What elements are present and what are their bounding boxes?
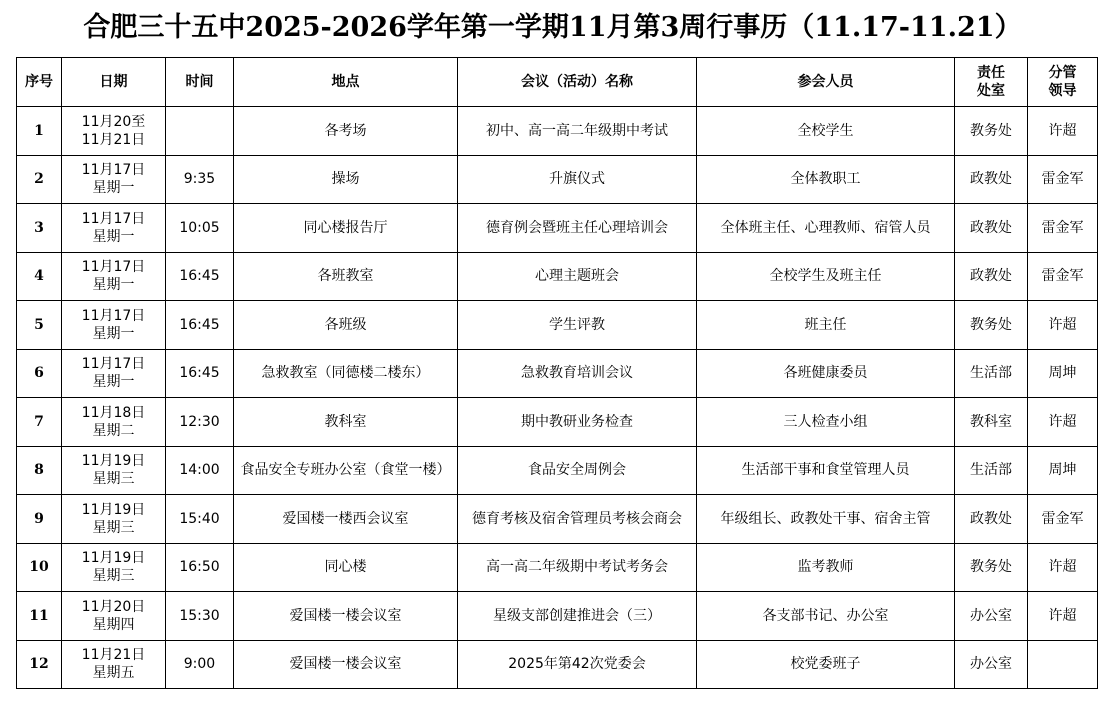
- cell-time: 12:30: [166, 398, 234, 447]
- header-leader: [1028, 58, 1098, 107]
- cell-time: 15:40: [166, 495, 234, 544]
- cell-time: [166, 107, 234, 156]
- cell-date: [62, 155, 166, 204]
- cell-time: 16:50: [166, 543, 234, 592]
- cell-seq: 6: [17, 349, 62, 398]
- cell-place: 各考场: [234, 107, 458, 156]
- cell-dept: 教务处: [955, 107, 1028, 156]
- table-row: [17, 398, 1098, 447]
- cell-dept: 政教处: [955, 252, 1028, 301]
- cell-date-line1: 11月20至: [81, 113, 146, 130]
- cell-seq: 7: [17, 398, 62, 447]
- cell-event: 星级支部创建推进会（三）: [458, 592, 697, 641]
- cell-leader: 周坤: [1028, 446, 1098, 495]
- table-row: [17, 204, 1098, 253]
- cell-dept: 办公室: [955, 592, 1028, 641]
- cell-date-line1: 11月17日: [81, 307, 146, 324]
- cell-dept: 教务处: [955, 301, 1028, 350]
- header-attendees: 参会人员: [697, 58, 955, 107]
- cell-time: 9:35: [166, 155, 234, 204]
- cell-date-line1: 11月19日: [81, 453, 146, 470]
- table-row: [17, 349, 1098, 398]
- cell-event: 心理主题班会: [458, 252, 697, 301]
- cell-seq: 11: [17, 592, 62, 641]
- cell-date-line1: 11月17日: [81, 356, 146, 373]
- cell-date-line1: 11月20日: [81, 598, 146, 615]
- cell-leader: 许超: [1028, 543, 1098, 592]
- cell-event: 食品安全周例会: [458, 446, 697, 495]
- cell-time: 16:45: [166, 252, 234, 301]
- cell-dept: 教务处: [955, 543, 1028, 592]
- cell-attendees: 各支部书记、办公室: [697, 592, 955, 641]
- cell-time: 16:45: [166, 349, 234, 398]
- cell-date-line1: 11月21日: [81, 647, 146, 664]
- cell-attendees: 校党委班子: [697, 640, 955, 689]
- cell-date-line2: 星期三: [92, 471, 135, 488]
- cell-seq: 2: [17, 155, 62, 204]
- cell-date: [62, 543, 166, 592]
- cell-time: 15:30: [166, 592, 234, 641]
- cell-date: [62, 592, 166, 641]
- cell-attendees: 全体教职工: [697, 155, 955, 204]
- header-date: 日期: [62, 58, 166, 107]
- cell-dept: 教科室: [955, 398, 1028, 447]
- cell-seq: 8: [17, 446, 62, 495]
- cell-seq: 10: [17, 543, 62, 592]
- cell-attendees: 全体班主任、心理教师、宿管人员: [697, 204, 955, 253]
- cell-date-line2: 星期一: [92, 374, 135, 391]
- table-row: [17, 446, 1098, 495]
- cell-date: [62, 446, 166, 495]
- cell-date-line2: 星期一: [92, 277, 135, 294]
- table-row: [17, 252, 1098, 301]
- cell-leader: 雷金军: [1028, 204, 1098, 253]
- cell-date-line2: 星期五: [92, 665, 135, 682]
- cell-event: 急救教育培训会议: [458, 349, 697, 398]
- cell-dept: 政教处: [955, 204, 1028, 253]
- cell-date-line2: 星期二: [92, 422, 135, 439]
- header-dept: [955, 58, 1028, 107]
- cell-dept: 办公室: [955, 640, 1028, 689]
- cell-attendees: 班主任: [697, 301, 955, 350]
- header-leader-line2: 领导: [1048, 83, 1077, 99]
- cell-seq: 5: [17, 301, 62, 350]
- table-row: [17, 495, 1098, 544]
- cell-event: 升旗仪式: [458, 155, 697, 204]
- table-row: [17, 301, 1098, 350]
- cell-date: [62, 204, 166, 253]
- cell-date: [62, 495, 166, 544]
- cell-leader: 许超: [1028, 398, 1098, 447]
- cell-date-line1: 11月19日: [81, 501, 146, 518]
- cell-event: 学生评教: [458, 301, 697, 350]
- cell-place: 爱国楼一楼会议室: [234, 592, 458, 641]
- cell-date-line2: 星期一: [92, 228, 135, 245]
- cell-attendees: 各班健康委员: [697, 349, 955, 398]
- cell-event: 初中、高一高二年级期中考试: [458, 107, 697, 156]
- cell-place: 同心楼报告厅: [234, 204, 458, 253]
- cell-date: [62, 398, 166, 447]
- cell-leader: 许超: [1028, 107, 1098, 156]
- table-row: [17, 592, 1098, 641]
- header-seq: 序号: [17, 58, 62, 107]
- cell-dept: 生活部: [955, 446, 1028, 495]
- table-row: [17, 155, 1098, 204]
- header-time: 时间: [166, 58, 234, 107]
- schedule-table: [16, 57, 1098, 689]
- table-row: [17, 107, 1098, 156]
- cell-date: [62, 107, 166, 156]
- cell-leader: 周坤: [1028, 349, 1098, 398]
- cell-attendees: 全校学生及班主任: [697, 252, 955, 301]
- cell-place: 急救教室（同德楼二楼东）: [234, 349, 458, 398]
- cell-seq: 12: [17, 640, 62, 689]
- cell-leader: 雷金军: [1028, 252, 1098, 301]
- header-place: 地点: [234, 58, 458, 107]
- cell-date-line2: 星期三: [92, 519, 135, 536]
- cell-seq: 3: [17, 204, 62, 253]
- cell-place: 各班级: [234, 301, 458, 350]
- cell-place: 食品安全专班办公室（食堂一楼）: [234, 446, 458, 495]
- cell-time: 14:00: [166, 446, 234, 495]
- cell-date-line1: 11月19日: [81, 550, 146, 567]
- cell-date-line2: 星期四: [92, 616, 135, 633]
- cell-attendees: 三人检查小组: [697, 398, 955, 447]
- cell-place: 各班教室: [234, 252, 458, 301]
- cell-event: 2025年第42次党委会: [458, 640, 697, 689]
- cell-seq: 9: [17, 495, 62, 544]
- cell-time: 16:45: [166, 301, 234, 350]
- cell-date-line2: 星期一: [92, 325, 135, 342]
- cell-date: [62, 349, 166, 398]
- cell-time: 9:00: [166, 640, 234, 689]
- table-row: [17, 543, 1098, 592]
- cell-date-line2: 11月21日: [81, 131, 146, 148]
- cell-date-line1: 11月18日: [81, 404, 146, 421]
- cell-seq: 1: [17, 107, 62, 156]
- cell-date: [62, 252, 166, 301]
- cell-place: 爱国楼一楼西会议室: [234, 495, 458, 544]
- cell-dept: 生活部: [955, 349, 1028, 398]
- cell-date-line2: 星期三: [92, 568, 135, 585]
- cell-time: 10:05: [166, 204, 234, 253]
- cell-attendees: 年级组长、政教处干事、宿舍主管: [697, 495, 955, 544]
- page-title: 合肥三十五中2025-2026学年第一学期11月第3周行事历（11.17-11.21）: [83, 12, 1022, 43]
- cell-dept: 政教处: [955, 495, 1028, 544]
- header-dept-line2: 处室: [977, 83, 1005, 99]
- cell-attendees: 生活部干事和食堂管理人员: [697, 446, 955, 495]
- cell-leader: 许超: [1028, 301, 1098, 350]
- header-row: [17, 58, 1098, 107]
- cell-leader: 雷金军: [1028, 155, 1098, 204]
- cell-leader: [1028, 640, 1098, 689]
- cell-event: 德育考核及宿舍管理员考核会商会: [458, 495, 697, 544]
- cell-leader: 许超: [1028, 592, 1098, 641]
- cell-event: 德育例会暨班主任心理培训会: [458, 204, 697, 253]
- cell-dept: 政教处: [955, 155, 1028, 204]
- cell-place: 爱国楼一楼会议室: [234, 640, 458, 689]
- cell-place: 教科室: [234, 398, 458, 447]
- cell-attendees: 全校学生: [697, 107, 955, 156]
- header-leader-line1: 分管: [1048, 65, 1077, 81]
- cell-date: [62, 301, 166, 350]
- cell-event: 期中教研业务检查: [458, 398, 697, 447]
- cell-leader: 雷金军: [1028, 495, 1098, 544]
- cell-date-line1: 11月17日: [81, 210, 146, 227]
- cell-place: 同心楼: [234, 543, 458, 592]
- header-event: 会议（活动）名称: [458, 58, 697, 107]
- cell-date-line2: 星期一: [92, 180, 135, 197]
- cell-seq: 4: [17, 252, 62, 301]
- cell-event: 高一高二年级期中考试考务会: [458, 543, 697, 592]
- cell-date-line1: 11月17日: [81, 162, 146, 179]
- table-row: [17, 640, 1098, 689]
- cell-place: 操场: [234, 155, 458, 204]
- header-dept-line1: 责任: [977, 65, 1005, 81]
- cell-date: [62, 640, 166, 689]
- cell-date-line1: 11月17日: [81, 259, 146, 276]
- cell-attendees: 监考教师: [697, 543, 955, 592]
